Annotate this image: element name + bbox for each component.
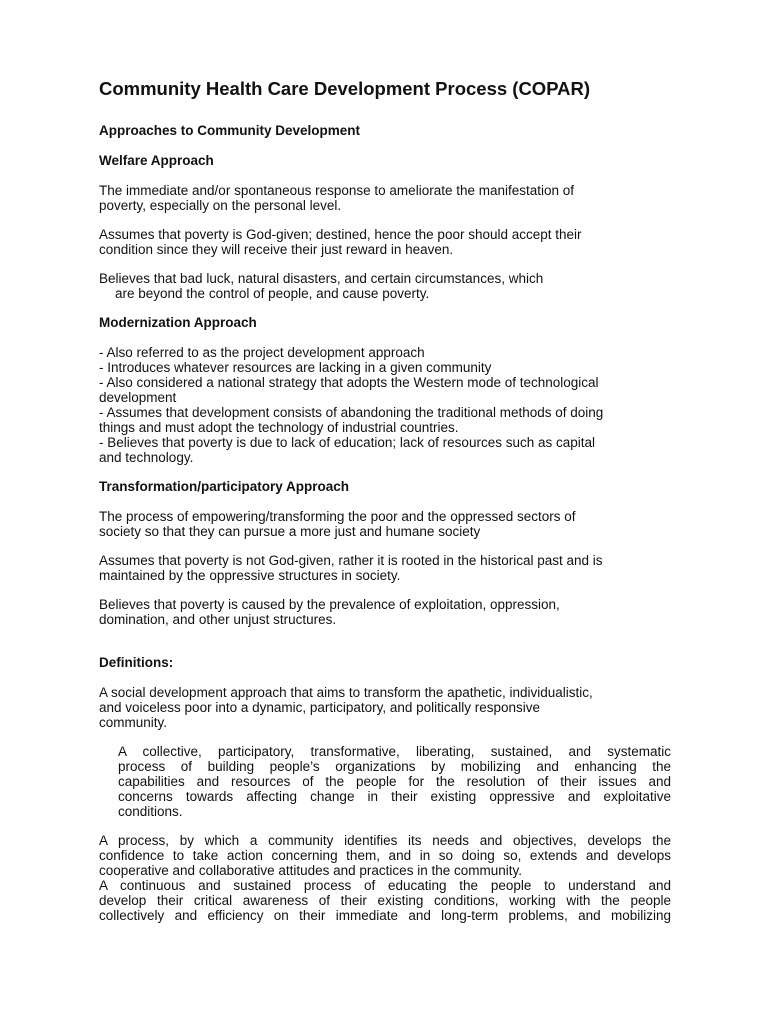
list-item: - Assumes that development consists of abandoning the traditional methods of doing <box>99 405 604 420</box>
welfare-paragraph-1: The immediate and/or spontaneous response to ameliorate the manifestation of poverty, especially on the personal level. <box>99 183 575 213</box>
transformation-paragraph-2: Assumes that poverty is not God-given, rather it is rooted in the historical past and is maintained by the oppressive structures in society. <box>99 553 603 583</box>
definitions-heading: Definitions: <box>99 655 174 670</box>
modernization-heading: Modernization Approach <box>99 315 257 330</box>
definition-paragraph-3: A process, by which a community identifies its needs and objectives, develops the confidence to take action concerning them, and in so doing so, extends and develops cooperative and collaborative attitudes and practices in the community. <box>99 833 671 878</box>
list-item: and technology. <box>99 450 194 465</box>
list-item: - Introduces whatever resources are lacking in a given community <box>99 360 492 375</box>
transformation-paragraph-1: The process of empowering/transforming the poor and the oppressed sectors of society so that they can pursue a more just and humane society <box>99 509 576 539</box>
welfare-heading: Welfare Approach <box>99 153 214 168</box>
list-item: - Also considered a national strategy that adopts the Western mode of technological <box>99 375 599 390</box>
definition-paragraph-1: A social development approach that aims to transform the apathetic, individualistic, and voiceless poor into a dynamic, participatory, and politically responsive community. <box>99 685 593 730</box>
welfare-paragraph-2: Assumes that poverty is God-given; destined, hence the poor should accept their condition since they will receive their just reward in heaven. <box>99 227 582 257</box>
modernization-list <box>99 345 671 465</box>
document-title: Community Health Care Development Process (COPAR) <box>99 78 591 99</box>
transformation-heading: Transformation/participatory Approach <box>99 479 350 494</box>
list-item: development <box>99 390 177 405</box>
list-item: - Also referred to as the project development approach <box>99 345 425 360</box>
spacer <box>99 641 671 655</box>
transformation-paragraph-3: Believes that poverty is caused by the prevalence of exploitation, oppression, domination, and other unjust structures. <box>99 597 560 627</box>
document-page <box>99 78 671 923</box>
list-item: things and must adopt the technology of industrial countries. <box>99 420 459 435</box>
approaches-heading: Approaches to Community Development <box>99 123 361 138</box>
list-item: - Believes that poverty is due to lack of education; lack of resources such as capital <box>99 435 596 450</box>
definition-paragraph-4: A continuous and sustained process of educating the people to understand and develop their critical awareness of their existing conditions, working with the people collectively and efficiency on their immediate and long-term problems, and mobilizing <box>99 878 671 923</box>
definition-paragraph-2: A collective, participatory, transformative, liberating, sustained, and systematic process of building people’s organizations by mobilizing and enhancing the capabilities and resources of the people for the resolution of their issues and concerns towards affecting change in their existing oppressive and exploitative conditions. <box>118 744 671 819</box>
welfare-paragraph-3: Believes that bad luck, natural disasters, and certain circumstances, which are beyond the control of people, and cause poverty. <box>99 271 544 301</box>
